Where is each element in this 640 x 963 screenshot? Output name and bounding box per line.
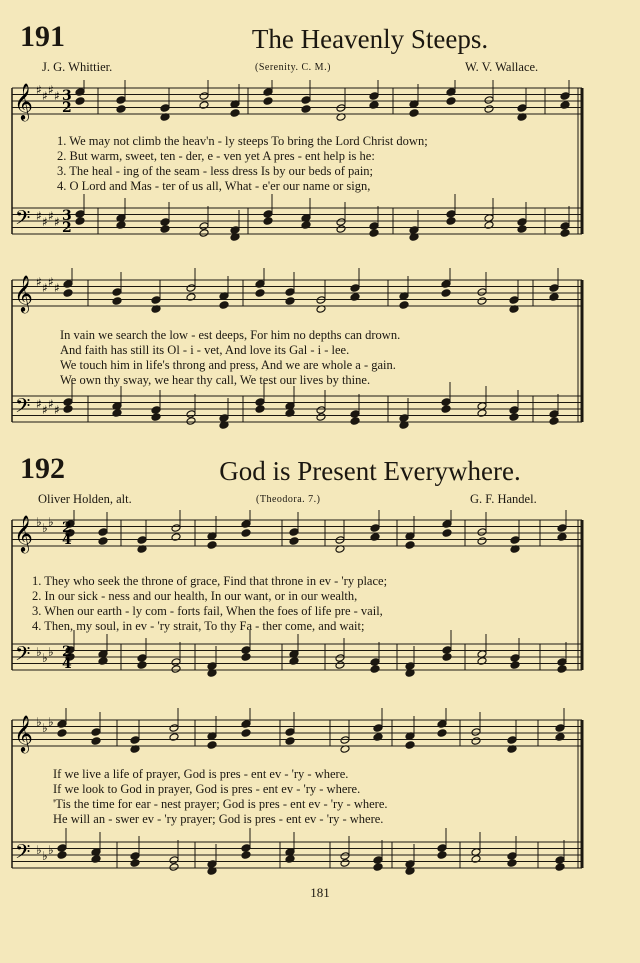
note-head <box>316 406 326 415</box>
note-head <box>263 217 273 226</box>
note-head <box>241 653 251 662</box>
note-head <box>549 410 559 419</box>
key-signature-icon: ♯ <box>48 83 54 97</box>
note-head <box>57 729 67 738</box>
note-head <box>75 97 85 106</box>
note-head <box>116 105 126 114</box>
key-signature-icon: ♯ <box>36 275 42 289</box>
lyric-verse: 2. But warm, sweet, ten - der, e - ven yet A pres - ent help is he: <box>57 149 375 163</box>
lyric-verse: 3. When our earth - ly com - forts fail, When the foes of life pre - vail, <box>32 604 383 618</box>
key-signature-icon: ♭ <box>48 515 54 529</box>
bass-clef-icon: 𝄢 <box>15 206 31 234</box>
note-head <box>98 537 108 546</box>
note-head <box>199 222 209 231</box>
key-signature-icon: ♯ <box>48 275 54 289</box>
note-head <box>263 97 273 106</box>
note-head <box>255 398 265 407</box>
key-signature-icon: ♯ <box>42 403 48 417</box>
lyric-verse: 'Tis the time for ear - nest prayer; God is pres - ent ev - 'ry - where. <box>53 797 388 811</box>
note-head <box>57 844 67 853</box>
note-head <box>335 654 345 663</box>
lyric-block <box>32 574 387 634</box>
note-head <box>285 728 295 737</box>
note-head <box>336 225 346 234</box>
note-head <box>230 109 240 118</box>
lyric-verse: 2. In our sick - ness and our health, In our want, or in our wealth, <box>32 589 358 603</box>
lyric-block <box>53 767 388 827</box>
time-signature: 2 <box>62 520 72 536</box>
page-number: 181 <box>310 885 330 900</box>
note-head <box>370 665 380 674</box>
note-head <box>555 724 565 733</box>
time-signature: 4 <box>62 532 72 548</box>
note-head <box>405 741 415 750</box>
lyric-verse: 1. We may not climb the heav'n - ly steeps To bring the Lord Christ down; <box>57 134 428 148</box>
note-head <box>446 217 456 226</box>
note-head <box>207 541 217 550</box>
note-head <box>151 296 161 305</box>
note-head <box>335 661 345 670</box>
note-head <box>507 736 517 745</box>
hymn-author: J. G. Whittier. <box>42 60 113 74</box>
tune-name: (Theodora. 7.) <box>256 494 321 505</box>
note-head <box>199 92 209 101</box>
note-head <box>98 528 108 537</box>
key-signature-icon: ♯ <box>54 281 60 295</box>
treble-clef-icon: 𝄞 <box>14 514 33 552</box>
note-head <box>446 210 456 219</box>
treble-clef-icon: 𝄞 <box>14 82 33 120</box>
note-head <box>63 405 73 414</box>
note-head <box>137 654 147 663</box>
note-head <box>160 218 170 227</box>
note-head <box>369 222 379 231</box>
note-head <box>255 289 265 298</box>
note-head <box>285 737 295 746</box>
key-signature-icon: ♯ <box>36 83 42 97</box>
note-head <box>112 288 122 297</box>
key-signature-icon: ♭ <box>36 515 42 529</box>
lyric-verse: 1. They who seek the throne of grace, Find that throne in ev - 'ry place; <box>32 574 388 588</box>
hymn-title: The Heavenly Steeps. <box>251 24 489 54</box>
note-head <box>199 229 209 238</box>
note-head <box>186 417 196 426</box>
note-head <box>75 217 85 226</box>
time-signature: 4 <box>62 656 72 672</box>
note-head <box>471 728 481 737</box>
note-head <box>130 852 140 861</box>
note-head <box>477 297 487 306</box>
note-head <box>316 413 326 422</box>
note-head <box>263 210 273 219</box>
hymn-composer: W. V. Wallace. <box>465 60 539 74</box>
bass-clef-icon: 𝄢 <box>15 840 31 868</box>
note-head <box>484 96 494 105</box>
key-signature-icon: ♭ <box>42 651 48 665</box>
key-signature-icon: ♯ <box>42 215 48 229</box>
hymn-number: 192 <box>20 452 65 485</box>
time-signature: 3 <box>62 208 72 224</box>
note-head <box>399 301 409 310</box>
note-head <box>91 737 101 746</box>
note-head <box>373 724 383 733</box>
note-head <box>510 536 520 545</box>
hymn-title: God is Present Everywhere. <box>219 456 521 486</box>
note-head <box>63 398 73 407</box>
key-signature-icon: ♭ <box>42 521 48 535</box>
note-head <box>186 410 196 419</box>
note-head <box>510 654 520 663</box>
note-head <box>484 105 494 114</box>
lyric-verse: He will an - swer ev - 'ry prayer; God is pres - ent ev - 'ry - where. <box>53 812 384 826</box>
note-head <box>557 658 567 667</box>
note-head <box>560 229 570 238</box>
key-signature-icon: ♭ <box>48 645 54 659</box>
note-head <box>130 859 140 868</box>
note-head <box>560 222 570 231</box>
note-head <box>507 852 517 861</box>
note-head <box>171 658 181 667</box>
note-head <box>555 863 565 872</box>
key-signature-icon: ♯ <box>48 397 54 411</box>
time-signature: 3 <box>62 88 72 104</box>
note-head <box>130 736 140 745</box>
time-signature: 2 <box>62 100 72 116</box>
key-signature-icon: ♯ <box>36 397 42 411</box>
hymn-author: Oliver Holden, alt. <box>38 492 132 506</box>
key-signature-icon: ♭ <box>48 843 54 857</box>
hymn-number: 191 <box>20 20 65 53</box>
key-signature-icon: ♭ <box>36 843 42 857</box>
note-head <box>471 737 481 746</box>
note-head <box>409 109 419 118</box>
key-signature-icon: ♯ <box>36 209 42 223</box>
key-signature-icon: ♯ <box>54 403 60 417</box>
note-head <box>350 417 360 426</box>
lyric-verse: We touch him in life's throng and press, And we are whole a - gain. <box>60 358 396 372</box>
note-head <box>116 96 126 105</box>
note-head <box>549 417 559 426</box>
note-head <box>441 398 451 407</box>
note-head <box>446 97 456 106</box>
time-signature: 2 <box>62 644 72 660</box>
note-head <box>510 661 520 670</box>
note-head <box>169 856 179 865</box>
note-head <box>241 851 251 860</box>
note-head <box>137 536 147 545</box>
note-head <box>151 406 161 415</box>
note-head <box>169 724 179 733</box>
note-head <box>91 728 101 737</box>
key-signature-icon: ♯ <box>48 209 54 223</box>
note-head <box>151 413 161 422</box>
time-signature: 2 <box>62 220 72 236</box>
lyric-verse: We own thy sway, we hear thy call, We test our lives by thine. <box>60 373 371 387</box>
lyric-verse: And faith has still its Ol - i - vet, And love its Gal - i - lee. <box>60 343 350 357</box>
note-head <box>301 96 311 105</box>
note-head <box>171 665 181 674</box>
note-head <box>241 844 251 853</box>
note-head <box>405 541 415 550</box>
key-signature-icon: ♯ <box>42 281 48 295</box>
note-head <box>477 537 487 546</box>
note-head <box>441 405 451 414</box>
note-head <box>285 297 295 306</box>
note-head <box>219 301 229 310</box>
lyric-verse: 4. Then, my soul, in ev - 'ry strait, To thy Fa - ther come, and wait; <box>32 619 365 633</box>
note-head <box>171 524 181 533</box>
note-head <box>75 210 85 219</box>
note-head <box>336 218 346 227</box>
note-head <box>437 844 447 853</box>
hymn-composer: G. F. Handel. <box>470 492 537 506</box>
lyric-block <box>60 328 400 388</box>
key-signature-icon: ♭ <box>36 645 42 659</box>
lyric-verse: If we look to God in prayer, God is pres - ent ev - 'ry - where. <box>53 782 361 796</box>
note-head <box>160 104 170 113</box>
note-head <box>477 288 487 297</box>
lyric-verse: In vain we search the low - est deeps, For him no depths can drown. <box>60 328 401 342</box>
lyric-verse: 3. The heal - ing of the seam - less dress Is by our beds of pain; <box>57 164 374 178</box>
note-head <box>442 529 452 538</box>
note-head <box>517 218 527 227</box>
note-head <box>442 653 452 662</box>
treble-clef-icon: 𝄞 <box>14 274 33 312</box>
note-head <box>437 729 447 738</box>
note-head <box>373 863 383 872</box>
note-head <box>370 524 380 533</box>
note-head <box>340 859 350 868</box>
key-signature-icon: ♯ <box>54 215 60 229</box>
note-head <box>186 284 196 293</box>
note-head <box>441 289 451 298</box>
note-head <box>350 284 360 293</box>
note-head <box>369 229 379 238</box>
note-head <box>57 851 67 860</box>
note-head <box>285 288 295 297</box>
note-head <box>255 405 265 414</box>
treble-clef-icon: 𝄞 <box>14 714 33 752</box>
note-head <box>517 225 527 234</box>
note-head <box>509 406 519 415</box>
note-head <box>509 413 519 422</box>
note-head <box>350 410 360 419</box>
note-head <box>160 225 170 234</box>
note-head <box>555 856 565 865</box>
note-head <box>289 528 299 537</box>
key-signature-icon: ♯ <box>54 89 60 103</box>
key-signature-icon: ♭ <box>48 715 54 729</box>
lyric-verse: If we live a life of prayer, God is pres - ent ev - 'ry - where. <box>53 767 349 781</box>
key-signature-icon: ♭ <box>36 715 42 729</box>
note-head <box>437 851 447 860</box>
note-head <box>442 646 452 655</box>
key-signature-icon: ♭ <box>42 849 48 863</box>
note-head <box>63 289 73 298</box>
note-head <box>370 658 380 667</box>
bass-clef-icon: 𝄢 <box>15 394 31 422</box>
tune-name: (Serenity. C. M.) <box>255 62 331 73</box>
note-head <box>373 856 383 865</box>
note-head <box>289 537 299 546</box>
note-head <box>112 297 122 306</box>
note-head <box>557 524 567 533</box>
note-head <box>169 863 179 872</box>
lyric-block <box>57 134 428 194</box>
note-head <box>137 661 147 670</box>
note-head <box>241 529 251 538</box>
note-head <box>336 104 346 113</box>
note-head <box>517 104 527 113</box>
note-head <box>369 92 379 101</box>
note-head <box>509 296 519 305</box>
key-signature-icon: ♯ <box>42 89 48 103</box>
note-head <box>340 852 350 861</box>
note-head <box>301 105 311 114</box>
note-head <box>241 729 251 738</box>
note-head <box>477 528 487 537</box>
note-head <box>557 665 567 674</box>
key-signature-icon: ♭ <box>42 721 48 735</box>
note-head <box>207 741 217 750</box>
note-head <box>560 92 570 101</box>
note-head <box>241 646 251 655</box>
lyric-verse: 4. O Lord and Mas - ter of us all, What - e'er our name or sign, <box>57 179 371 193</box>
note-head <box>549 284 559 293</box>
bass-clef-icon: 𝄢 <box>15 642 31 670</box>
note-head <box>507 859 517 868</box>
